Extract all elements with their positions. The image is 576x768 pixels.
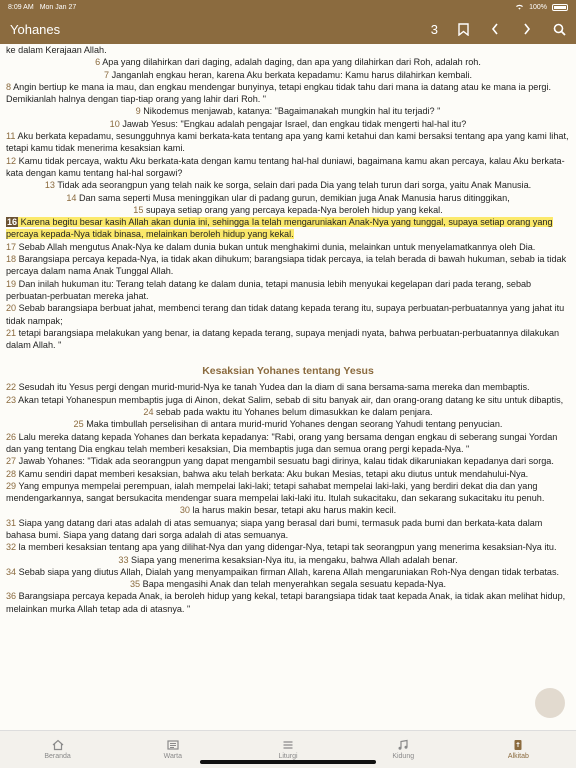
verse-number: 36 — [6, 591, 17, 602]
verse[interactable] — [6, 455, 570, 467]
status-bar — [0, 0, 576, 14]
verse[interactable] — [6, 179, 570, 191]
news-icon — [167, 739, 179, 751]
home-icon — [52, 739, 64, 751]
verse-number: 25 — [73, 419, 84, 430]
status-date: Mon Jan 27 — [39, 3, 77, 11]
section-heading: Kesaksian Yohanes tentang Yesus — [202, 365, 374, 378]
verse-text: Karena begitu besar kasih Allah akan dunia ini, sehingga Ia telah mengaruniakan Anak-Nya yang tunggal, supaya setiap orang yang percaya kepada-Nya tidak binasa, melainkan beroleh hidup yang kekal. — [6, 217, 553, 240]
verse[interactable] — [6, 69, 570, 81]
verse-number: 19 — [6, 278, 17, 289]
verse-number: 20 — [6, 303, 17, 314]
verse-number: 18 — [6, 254, 17, 265]
verse[interactable] — [6, 406, 570, 418]
verse[interactable] — [6, 578, 570, 590]
verse[interactable] — [6, 394, 570, 406]
tab-label: Beranda — [44, 753, 71, 760]
verse-number: 32 — [6, 542, 17, 553]
verse-text: Siapa yang datang dari atas adalah di atas semuanya; siapa yang berasal dari bumi, termasuk pada bumi dan berkata-kata dalam bahasa bumi. Siapa yang datang dari sorga adalah di atas semuanya. — [6, 517, 543, 540]
verse-text: Dan sama seperti Musa meninggikan ular di padang gurun, demikian juga Anak Manusia harus ditinggikan, — [78, 192, 510, 203]
book-title[interactable]: Yohanes — [10, 21, 61, 37]
tab-label: Liturgi — [278, 753, 298, 760]
verse-number: 30 — [179, 505, 190, 516]
verse[interactable] — [6, 468, 570, 480]
verse-text: Janganlah engkau heran, karena Aku berkata kepadamu: Kamu harus dilahirkan kembali. — [111, 69, 473, 80]
verse-number: 6 — [95, 57, 101, 68]
verse-text: Siapa yang menerima kesaksian-Nya itu, ia mengaku, bahwa Allah adalah benar. — [131, 554, 458, 565]
verse-text: Sebab siapa yang diutus Allah, Dialah yang menyampaikan firman Allah, karena Allah mengaruniakan Roh-Nya dengan tidak terbatas. — [18, 566, 560, 577]
search-icon[interactable] — [552, 22, 566, 36]
scripture-content[interactable] — [0, 44, 576, 730]
bible-icon — [512, 739, 524, 751]
verse-number: 34 — [6, 566, 17, 577]
chapter-number[interactable]: 3 — [430, 21, 438, 37]
verse-number: 28 — [6, 468, 17, 479]
verse-number: 14 — [66, 192, 77, 203]
verse[interactable] — [6, 327, 570, 352]
verse-number: 29 — [6, 480, 17, 491]
verse[interactable] — [6, 81, 570, 106]
verse-number: 31 — [6, 517, 17, 528]
tab-beranda[interactable] — [0, 731, 115, 768]
verse-number: 21 — [6, 327, 17, 338]
wifi-icon — [515, 3, 524, 12]
verse-text: Kamu tidak percaya, waktu Aku berkata-kata dengan kamu tentang hal-hal duniawi, bagaimana kamu akan percaya, kalau Aku berkata-kata dengan kamu tentang hal-hal sorgawi? — [6, 155, 565, 178]
verse-text: Kamu sendiri dapat memberi kesaksian, bahwa aku telah berkata: Aku bukan Mesias, tetapi aku diutus untuk mendahului-Nya. — [18, 468, 529, 479]
verse[interactable] — [6, 302, 570, 327]
verse-number: 8 — [6, 81, 12, 92]
battery-icon — [552, 4, 568, 11]
verse-number: 16 — [7, 217, 18, 228]
verse[interactable] — [6, 216, 570, 241]
verse[interactable] — [6, 192, 570, 204]
verse-text: Yang empunya mempelai perempuan, ialah mempelai laki-laki; tetapi sahabat mempelai laki-laki, yang berdiri dekat dia dan yang mendengarkannya, sangat bersukacita mendengar suara mempelai laki-laki itu. Itulah sukacitaku, dan sekarang sukacitaku itu penuh. — [6, 480, 545, 504]
verse[interactable] — [6, 241, 570, 253]
verse-text: la harus makin besar, tetapi aku harus makin kecil. — [192, 505, 397, 516]
status-time: 8:09 AM — [8, 3, 34, 11]
verse[interactable] — [6, 253, 570, 278]
verse-number: 22 — [6, 382, 17, 393]
verse-number: 26 — [6, 431, 17, 442]
verse-number: 23 — [6, 394, 17, 405]
verse-number: 24 — [143, 407, 154, 418]
verse-text: Lalu mereka datang kepada Yohanes dan berkata kepadanya: "Rabi, orang yang bersama dengan engkau di seberang sungai Yordan dan yang tentang Dia engkau telah memberi kesaksian, Dia membaptis juga dan semua orang pergi kepada-Nya. " — [6, 431, 558, 454]
verse[interactable] — [6, 130, 570, 155]
verse-list — [6, 381, 570, 615]
verse-number: 35 — [130, 579, 141, 590]
verse-text: Jawab Yesus: "Engkau adalah pengajar Israel, dan engkau tidak mengerti hal-hal itu? — [122, 118, 467, 129]
verse-number: 10 — [109, 118, 120, 129]
verse[interactable] — [6, 105, 570, 117]
verse-text: la memberi kesaksian tentang apa yang dilihat-Nya dan yang didengar-Nya, tetapi tak seorangpun yang menerima kesaksian-Nya itu. — [18, 542, 557, 553]
verse-text: Tidak ada seorangpun yang telah naik ke sorga, selain dari pada Dia yang telah turun dari sorga, yaitu Anak Manusia. — [57, 180, 532, 191]
verse[interactable] — [6, 541, 570, 553]
verse-text: Sebab barangsiapa berbuat jahat, membenci terang dan tidak datang kepada terang itu, supaya perbuatan-perbuatannya yang jahat itu tidak nampak; — [6, 303, 565, 326]
tab-label: Kidung — [392, 753, 415, 760]
verse-text: Sebab Allah mengutus Anak-Nya ke dalam dunia bukan untuk menghakimi dunia, melainkan untuk menyelamatkannya oleh Dia. — [18, 241, 536, 252]
verse[interactable] — [6, 590, 570, 615]
verse-text: Dan inilah hukuman itu: Terang telah datang ke dalam dunia, tetapi manusia lebih menyukai kegelapan dari pada terang, sebab perbuatan-perbuatan mereka jahat. — [6, 278, 532, 301]
floating-action-button[interactable] — [535, 688, 565, 718]
verse-text: tetapi barangsiapa melakukan yang benar, ia datang kepada terang, supaya menjadi nyata, bahwa perbuatan-perbuatannya dilakukan dalam Allah. " — [6, 327, 560, 351]
verse-number: 7 — [103, 69, 110, 80]
bookmark-icon[interactable] — [456, 22, 470, 36]
verse-number: 13 — [44, 180, 55, 191]
verse[interactable] — [6, 480, 570, 505]
verse[interactable] — [6, 554, 570, 566]
chevron-right-icon[interactable] — [520, 22, 534, 36]
verse-text: Nikodemus menjawab, katanya: "Bagaimanakah mungkin hal itu terjadi? " — [143, 106, 441, 117]
verse-number: 27 — [6, 456, 17, 467]
verse[interactable] — [6, 566, 570, 578]
verse-number: 9 — [135, 106, 141, 117]
verse[interactable] — [6, 431, 570, 456]
verse[interactable] — [6, 418, 570, 430]
tab-alkitab[interactable] — [461, 731, 576, 768]
verse-text: Barangsiapa percaya kepada-Nya, ia tidak akan dihukum; barangsiapa tidak percaya, ia telah berada di bawah hukuman, sebab ia tidak percaya dalam nama Anak Tunggal Allah. — [6, 254, 567, 277]
verse-text: supaya setiap orang yang percaya kepada-Nya beroleh hidup yang kekal. — [145, 204, 443, 215]
verse[interactable] — [6, 278, 570, 303]
verse[interactable] — [6, 118, 570, 130]
battery-label: 100% — [529, 3, 547, 11]
verse-text: Apa yang dilahirkan dari daging, adalah daging, dan apa yang dilahirkan dari Roh, adalah roh. — [102, 57, 481, 68]
verse-number: 12 — [6, 155, 17, 166]
verse-number: 15 — [133, 204, 144, 215]
verse-text: Sesudah itu Yesus pergi dengan murid-murid-Nya ke tanah Yudea dan la diam di sana bersama-sama mereka dan membaptis. — [18, 382, 530, 393]
verse-text: Akan tetapi Yohanespun membaptis juga di Ainon, dekat Salim, sebab di situ banyak air, dan orang-orang datang ke situ untuk dibaptis, — [18, 394, 564, 405]
verse-text: Maka timbullah perselisihan di antara murid-murid Yohanes dengan seorang Yahudi tentang penyucian. — [86, 419, 503, 430]
verse-text: Angin bertiup ke mana ia mau, dan engkau mendengar bunyinya, tetapi engkau tidak tahu dari mana ia datang atau ke mana ia pergi. Demikianlah halnya dengan tiap-tiap orang yang lahir dari Roh. " — [6, 81, 551, 105]
list-icon — [282, 739, 294, 751]
verse-text: Jawab Yohanes: "Tidak ada seorangpun yang dapat mengambil sesuatu bagi dirinya, kalau tidak dikaruniakan kepadanya dari sorga. — [18, 456, 554, 467]
tab-label: Warta — [163, 753, 183, 760]
verse[interactable] — [6, 204, 570, 216]
music-icon — [397, 739, 409, 751]
verse-number: 17 — [6, 241, 17, 252]
verse[interactable] — [6, 155, 570, 180]
verse-text: sebab pada waktu itu Yohanes belum dimasukkan ke dalam penjara. — [156, 407, 433, 418]
verse-text: Aku berkata kepadamu, sesungguhnya kami berkata-kata tentang apa yang kami ketahui dan kami bersaksi tentang apa yang kami lihat, tetapi kamu tidak menerima kesaksian kami. — [6, 131, 569, 154]
nav-bar — [0, 14, 576, 44]
tab-label: Alkitab — [507, 753, 529, 760]
verse-text: ke dalam Kerajaan Allah. — [6, 45, 107, 55]
chevron-left-icon[interactable] — [488, 22, 502, 36]
verse-text: Barangsiapa percaya kepada Anak, ia beroleh hidup yang kekal, tetapi barangsiapa tidak taat kepada Anak, ia tidak akan melihat hidup, melainkan murka Allah tetap ada di atasnya. " — [6, 591, 566, 614]
verse-number: 11 — [6, 131, 16, 142]
verse-number: 33 — [118, 554, 129, 565]
verse-list — [6, 44, 570, 351]
verse[interactable] — [6, 44, 570, 56]
verse[interactable] — [6, 504, 570, 516]
verse-text: Bapa mengasihi Anak dan telah menyerahkan segala sesuatu kepada-Nya. — [142, 579, 446, 590]
home-indicator — [200, 760, 376, 764]
verse[interactable] — [6, 517, 570, 542]
verse[interactable] — [6, 56, 570, 68]
verse[interactable] — [6, 381, 570, 393]
